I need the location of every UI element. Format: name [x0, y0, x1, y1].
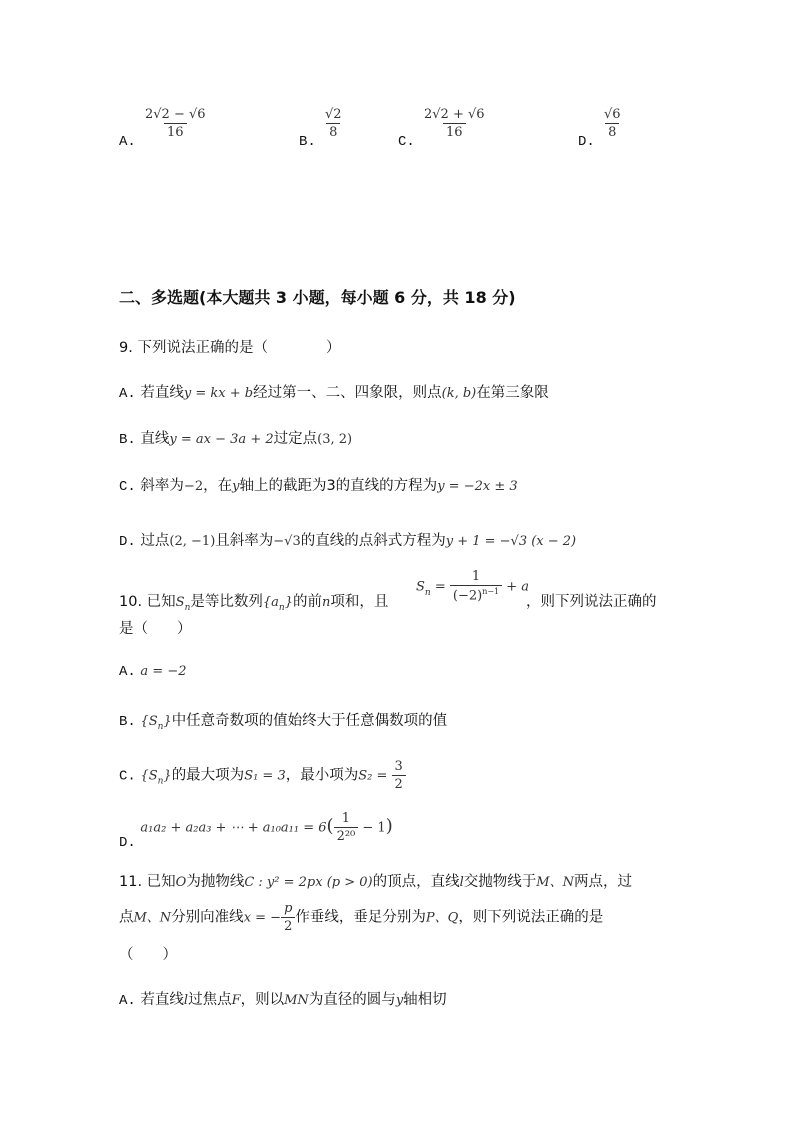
q8-option-b-label: B. [299, 134, 316, 150]
q9-option-c: C. 斜率为−2，在y轴上的截距为3的直线的方程为y = −2x ± 3 [119, 478, 518, 495]
q9-option-a: A. 若直线y = kx + b经过第一、二、四象限，则点(k, b)在第三象限 [119, 385, 549, 402]
q8-option-a-label: A. [119, 134, 136, 150]
q10-stem-line2: 是（ ） [119, 621, 192, 637]
q9-stem: 9. 下列说法正确的是（ ） [119, 340, 341, 356]
q9-option-b: B. 直线y = ax − 3a + 2过定点(3, 2) [119, 431, 353, 448]
q10-c-fraction: $\frac{3}{2}$ [392, 760, 406, 791]
q11-directrix-fraction: $\frac{p}{2}$ [281, 902, 295, 933]
q8-option-c-value: $\frac{2√2 + √6}{16}$ [424, 107, 485, 140]
q10-stem: 10. 已知$S_n$是等比数列$\{a_n\}$的前n项和，且 [119, 594, 389, 613]
q10-option-d: D. a₁a₂ + a₂a₃ + ⋯ + a₁₀a₁₁ = 6( $\frac{1}{\text{2²⁰}}$ − 1) [119, 811, 393, 851]
q11-stem-line3: （ ） [119, 947, 177, 963]
q10-option-b: B. $\{S_n\}$中任意奇数项的值始终大于任意偶数项的值 [119, 713, 448, 732]
q10-stem-tail: ，则下列说法正确的 [526, 594, 657, 610]
q8-option-d-label: D. [578, 134, 595, 150]
q10-fraction: $\frac{1}{(-2)^{n-1}}$ [450, 570, 502, 602]
q9-option-d: D. 过点(2, −1)且斜率为−√3的直线的点斜式方程为y + 1 = −√3 (x − 2) [119, 533, 577, 550]
q11-stem-line1: 11. 已知O为抛物线C : y² = 2px (p > 0)的顶点，直线l交抛物线于M、N两点，过 [119, 874, 632, 890]
q10-sum-formula: $S_n$ = $\frac{1}{(-2)^{n-1}}$ + a [416, 569, 530, 604]
q10-option-c: C. $\{S_n\}$的最大项为S₁ = 3，最小项为S₂ = $\frac{3}{2}$ [119, 760, 406, 791]
section-title: 二、多选题(本大题共 3 小题，每小题 6 分，共 18 分) [119, 288, 516, 307]
q8-option-d-value: $\frac{√6}{8}$ [604, 107, 621, 140]
q11-option-a: A. 若直线l过焦点F，则以MN为直径的圆与y轴相切 [119, 992, 447, 1009]
q11-stem-line2: 点M、N分别向准线x = − $\frac{p}{2}$ 作垂线，垂足分别为P、Q，则下列说法正确的是 [119, 901, 604, 934]
q8-option-a-value: $\frac{2√2 - √6}{16}$ [145, 107, 206, 140]
q8-option-c-label: C. [398, 134, 415, 150]
q10-option-a: A. a = −2 [119, 664, 187, 680]
q10-d-fraction: $\frac{1}{\text{2²⁰}}$ [334, 812, 359, 843]
q8-option-b-value: $\frac{√2}{8}$ [325, 107, 342, 140]
